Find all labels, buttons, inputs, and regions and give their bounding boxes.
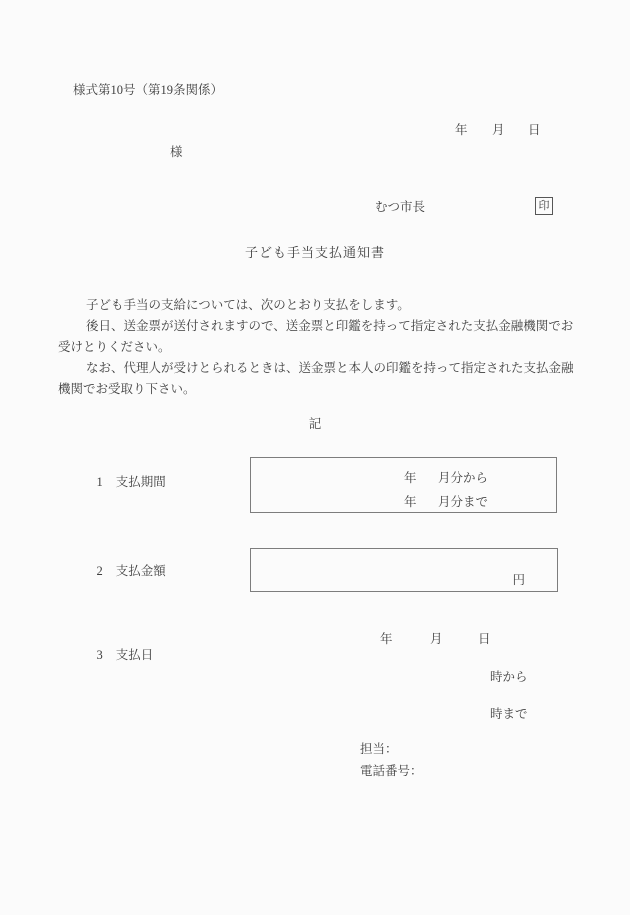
body-line: 機関でお受取り下さい。 <box>58 382 196 396</box>
body-line: 子ども手当の支給については、次のとおり支払をします。 <box>86 298 410 312</box>
phone-number-label: 電話番号： <box>360 764 423 778</box>
item-number: 2 <box>96 564 103 579</box>
document-title: 子ども手当支払通知書 <box>244 245 385 260</box>
period-from-suffix: 月分から <box>438 471 489 485</box>
item-label-text: 支払金額 <box>115 564 166 579</box>
staff-in-charge-label: 担当： <box>360 742 398 756</box>
item-payment-period-label <box>84 458 166 507</box>
amount-unit-yen-label: 円 <box>512 573 525 587</box>
issue-date-month-label: 月 <box>492 123 505 137</box>
payment-date-day-label: 日 <box>478 632 491 646</box>
addressee-suffix: 様 <box>170 145 183 159</box>
issue-date-year-label: 年 <box>455 123 468 137</box>
body-line: 受けとりください。 <box>58 340 171 354</box>
period-to-suffix: 月分まで <box>438 495 489 509</box>
payment-date-month-label: 月 <box>430 632 443 646</box>
official-seal-stamp: 印 <box>535 197 553 215</box>
body-line: 後日、送金票が送付されますので、送金票と印鑑を持って指定された支払金融機関でお <box>86 319 574 333</box>
payment-amount-box <box>250 548 558 592</box>
issue-date-day-label: 日 <box>528 123 541 137</box>
item-label-text: 支払期間 <box>115 475 166 490</box>
payment-time-from-label: 時から <box>490 670 528 684</box>
payment-date-year-label: 年 <box>380 632 393 646</box>
item-label-text: 支払日 <box>115 648 154 663</box>
item-number: 1 <box>96 475 103 490</box>
form-number: 様式第10号（第19条関係） <box>73 83 224 97</box>
period-to-year-label: 年 <box>404 495 417 509</box>
ki-marker: 記 <box>308 417 322 431</box>
body-line: なお、代理人が受けとられるときは、送金票と本人の印鑑を持って指定された支払金融 <box>86 361 574 375</box>
issuer-name: むつ市長 <box>375 200 426 214</box>
item-number: 3 <box>96 648 103 663</box>
payment-period-box <box>250 457 557 513</box>
item-payment-date-label <box>84 631 153 680</box>
period-from-year-label: 年 <box>404 471 417 485</box>
payment-time-to-label: 時まで <box>490 707 528 721</box>
item-payment-amount-label <box>84 547 166 596</box>
